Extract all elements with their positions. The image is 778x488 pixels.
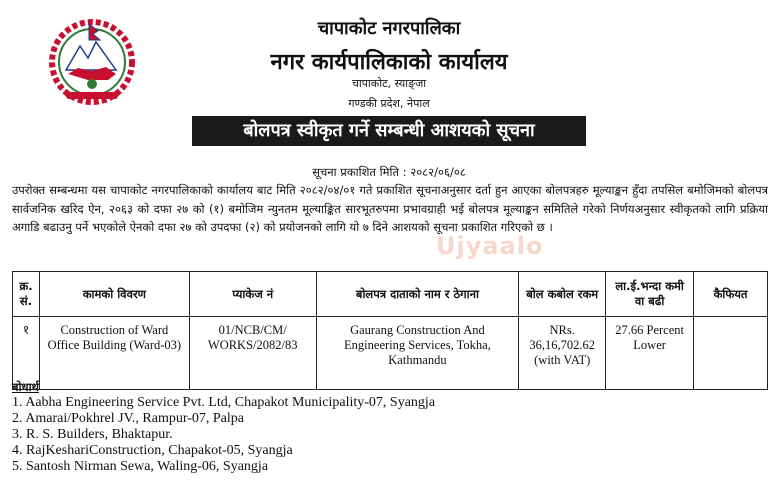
col-header-amount: बोल कबोल रकम — [519, 272, 606, 317]
cell-work: Construction of Ward Office Building (Ward-03) — [39, 317, 189, 390]
table-row — [13, 317, 768, 390]
cell-package: 01/NCB/CM/ WORKS/2082/83 — [189, 317, 316, 390]
published-date: सूचना प्रकाशित मिति : २०८२/०६/०८ — [312, 165, 466, 179]
cell-variance: 27.66 Percent Lower — [606, 317, 694, 390]
office-name: नगर कार्यपालिकाको कार्यालय — [270, 50, 508, 75]
list-item: 1. Aabha Engineering Service Pvt. Ltd, Chapakot Municipality-07, Syangja — [12, 395, 436, 410]
watermark: Ujyaalo — [436, 232, 544, 260]
cell-remarks — [694, 317, 768, 390]
col-header-remarks: कैफियत — [694, 272, 768, 317]
address-line-2: गण्डकी प्रदेश, नेपाल — [348, 97, 430, 110]
col-header-variance: ला.ई.भन्दा कमी वा बढी — [606, 272, 694, 317]
col-header-work: कामको विवरण — [39, 272, 189, 317]
recipients-list — [12, 395, 435, 475]
recipients-title: बोधार्थ — [12, 380, 39, 394]
notice-paragraph: उपरोक्त सम्बन्धमा यस चापाकोट नगरपालिकाको कार्यालय बाट मिति २०८२/०४/०१ गते प्रकाशित सूचनाअनुसार दर्ता हुन आएका बोलपत्रहरु मूल्याङ्कन हुँदा तपसिल बमोजिमको बोलपत्र सार्वजनिक खरिद ऐन, २०६३ को दफा २७ को (१) बमोजिम न्युनतम मूल्याङ्कित सारभूतरुपमा प्रभावग्राही भई बोलपत्र मूल्याङ्कन समितिले गरेको निर्णयअनुसार स्वीकृतको लागि प्रक्रिया अगाडि बढाउनु पर्ने भएकोले ऐनको दफा २७ को उपदफा (२) को प्रयोजनको लागि यो ७ दिने आशयको सूचना प्रकाशित गरिएको छ । — [12, 183, 768, 234]
cell-sn: १ — [13, 317, 40, 390]
cell-amount: NRs. 36,16,702.62 (with VAT) — [519, 317, 606, 390]
list-item: 2. Amarai/Pokhrel JV., Rampur-07, Palpa — [12, 411, 244, 426]
table-header-row — [13, 272, 768, 317]
award-table — [12, 271, 768, 390]
col-header-bidder: बोलपत्र दाताको नाम र ठेगाना — [316, 272, 519, 317]
cell-bidder: Gaurang Construction And Engineering Services, Tokha, Kathmandu — [316, 317, 519, 390]
list-item: 4. RajKeshariConstruction, Chapakot-05, Syangja — [12, 443, 293, 458]
municipality-name: चापाकोट नगरपालिका — [317, 18, 461, 39]
col-header-sn: क्र. सं. — [13, 272, 40, 317]
notice-title: बोलपत्र स्वीकृत गर्ने सम्बन्धी आशयको सूचना — [192, 116, 586, 146]
list-item: 3. R. S. Builders, Bhaktapur. — [12, 427, 173, 442]
address-line-1: चापाकोट, स्याङ्जा — [351, 77, 427, 90]
list-item: 5. Santosh Nirman Sewa, Waling-06, Syangja — [12, 459, 269, 474]
col-header-package: प्याकेज नं — [189, 272, 316, 317]
